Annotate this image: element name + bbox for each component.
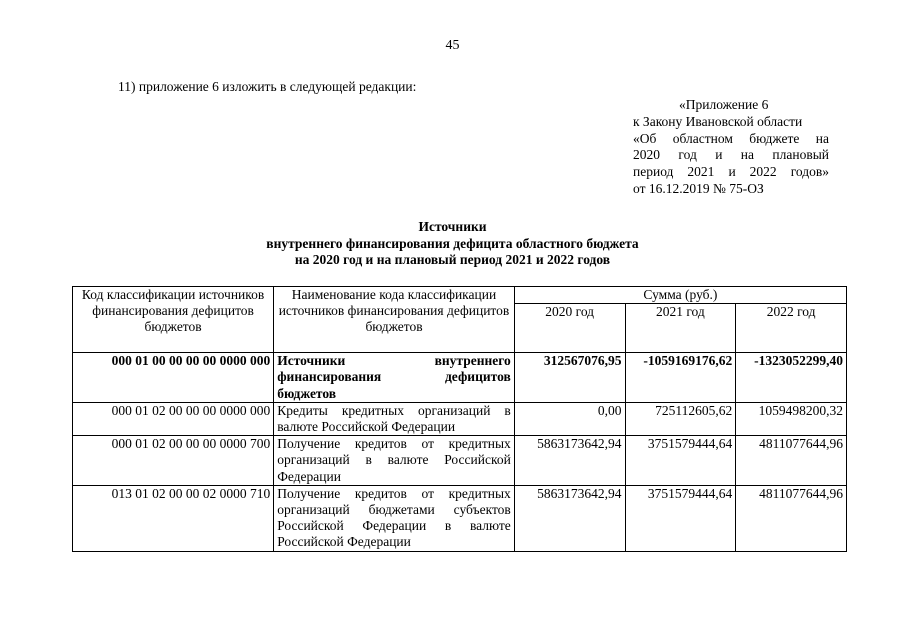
header-name: Наименование кода классификации источников финансирования дефицитов бюджетов xyxy=(274,287,515,353)
header-sum: Сумма (руб.) xyxy=(514,287,846,304)
cell-code: 000 01 02 00 00 00 0000 000 xyxy=(73,402,274,435)
intro-paragraph: 11) приложение 6 изложить в следующей редакции: xyxy=(118,79,417,94)
table-row xyxy=(73,353,847,403)
cell-code: 013 01 02 00 00 02 0000 710 xyxy=(73,485,274,551)
cell-2021: 3751579444,64 xyxy=(625,436,736,486)
appendix-line: «Об областном бюджете на xyxy=(633,130,829,146)
appendix-line: «Приложение 6 xyxy=(679,97,769,112)
cell-name: Получение кредитов от кредитных организаций в валюте Российской Федерации xyxy=(274,436,515,486)
title-line: Источники xyxy=(418,219,487,234)
cell-code: 000 01 00 00 00 00 0000 000 xyxy=(73,353,274,403)
cell-2021: -1059169176,62 xyxy=(625,353,736,403)
header-year-2021: 2021 год xyxy=(625,304,736,353)
table-row xyxy=(73,436,847,486)
cell-2022: 4811077644,96 xyxy=(736,436,847,486)
cell-2022: 4811077644,96 xyxy=(736,485,847,551)
header-year-2022: 2022 год xyxy=(736,304,847,353)
table-header-row xyxy=(73,287,847,304)
cell-2020: 5863173642,94 xyxy=(514,436,625,486)
financing-sources-table xyxy=(72,286,847,552)
table-row xyxy=(73,485,847,551)
table-row xyxy=(73,402,847,435)
document-title xyxy=(0,219,905,269)
appendix-line: 2020 год и на плановый xyxy=(633,147,829,163)
header-year-2020: 2020 год xyxy=(514,304,625,353)
header-code: Код классификации источников финансирования дефицитов бюджетов xyxy=(73,287,274,353)
cell-2020: 312567076,95 xyxy=(514,353,625,403)
appendix-line: к Закону Ивановской области xyxy=(633,113,803,129)
cell-2020: 5863173642,94 xyxy=(514,485,625,551)
cell-code: 000 01 02 00 00 00 0000 700 xyxy=(73,436,274,486)
appendix-line: от 16.12.2019 № 75-ОЗ xyxy=(633,180,764,196)
cell-name: Кредиты кредитных организаций в валюте Российской Федерации xyxy=(274,402,515,435)
cell-2022: -1323052299,40 xyxy=(736,353,847,403)
title-line: на 2020 год и на плановый период 2021 и 2022 годов xyxy=(294,252,611,267)
appendix-reference xyxy=(633,97,829,198)
cell-name: Получение кредитов от кредитных организаций бюджетами субъектов Российской Федерации в валюте Российской Федерации xyxy=(274,485,515,551)
title-line: внутреннего финансирования дефицита областного бюджета xyxy=(266,235,639,251)
cell-name: Источники внутреннего финансирования дефицитов бюджетов xyxy=(274,353,515,403)
cell-2021: 3751579444,64 xyxy=(625,485,736,551)
cell-2021: 725112605,62 xyxy=(625,402,736,435)
cell-2022: 1059498200,32 xyxy=(736,402,847,435)
appendix-line: период 2021 и 2022 годов» xyxy=(633,164,829,180)
page-number: 45 xyxy=(445,38,460,53)
cell-2020: 0,00 xyxy=(514,402,625,435)
